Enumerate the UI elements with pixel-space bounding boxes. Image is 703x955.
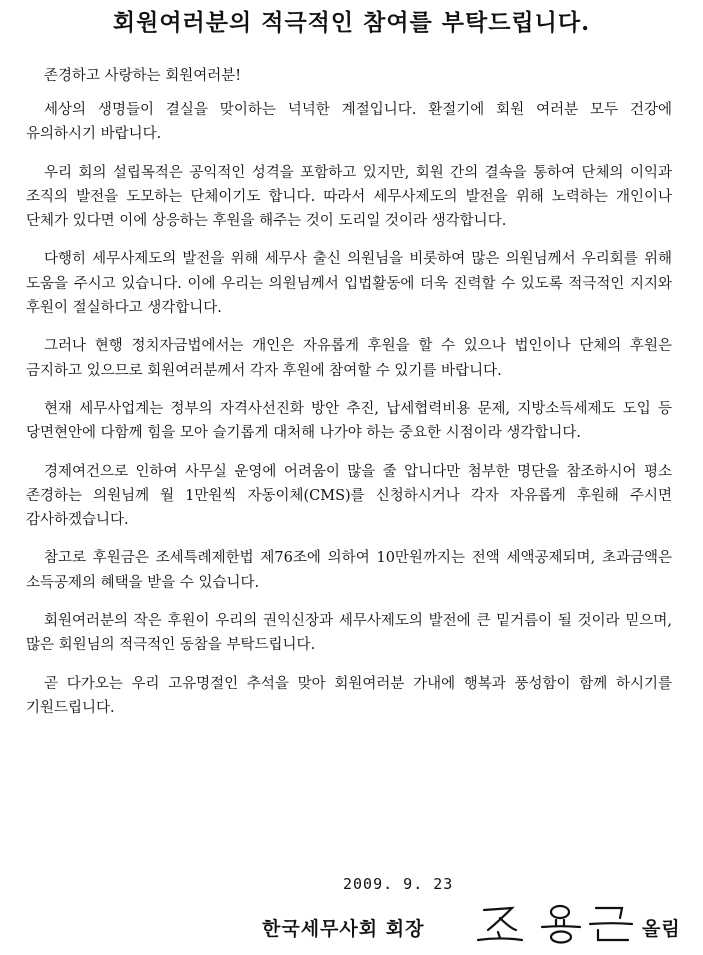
paragraph-5: 현재 세무사업계는 정부의 자격사선진화 방안 추진, 납세협력비용 문제, 지방소득세제도 도입 등 당면현안에 다함께 힘을 모아 슬기롭게 대처해 나가야 하는 중요한 시점이라 생각합니다. (26, 400, 672, 442)
paragraph-3: 다행히 세무사제도의 발전을 위해 세무사 출신 의원님을 비롯하여 많은 의원님께서 우리회를 위해 도움을 주시고 있습니다. 이에 우리는 의원님께서 입법활동에 더욱 진력할 수 있도록 적극적인 지지와 후원이 절실하다고 생각합니다. (26, 251, 672, 317)
letter-body (26, 98, 672, 734)
paragraph-7: 참고로 후원금은 조세특례제한법 제76조에 의하여 10만원까지는 전액 세액공제되며, 초과금액은 소득공제의 혜택을 받을 수 있습니다. (26, 550, 672, 591)
paragraph-2: 우리 회의 설립목적은 공익적인 성격을 포함하고 있지만, 회원 간의 결속을 통하여 단체의 이익과 조직의 발전을 도모하는 단체이기도 합니다. 따라서 세무사제도의 발전을 위해 노력하는 개인이나 단체가 있다면 이에 상응하는 후원을 해주는 것이 도리일 것이라 생각합니다. (26, 164, 672, 230)
paragraph-6: 경제여건으로 인하여 사무실 운영에 어려움이 많을 줄 압니다만 첨부한 명단을 참조하시어 평소 존경하는 의원님께 월 1만원씩 자동이체(CMS)를 신청하시거나 각자 자유롭게 후원해 주시면 감사하겠습니다. (26, 463, 672, 529)
closing-word: 올림 (642, 918, 681, 940)
paragraph-4: 그러나 현행 정치자금법에서는 개인은 자유롭게 후원을 할 수 있으나 법인이나 단체의 후원은 금지하고 있으므로 회원여러분께서 각자 후원에 참여할 수 있기를 바랍니다. (26, 338, 672, 379)
signature-block (262, 900, 682, 948)
paragraph-8: 회원여러분의 작은 후원이 우리의 권익신장과 세무사제도의 발전에 큰 밑거름이 될 것이라 믿으며, 많은 회원님의 적극적인 동참을 부탁드립니다. (26, 613, 672, 654)
paragraph-1: 세상의 생명들이 결실을 맞이하는 넉넉한 계절입니다. 환절기에 회원 여러분 모두 건강에 유의하시기 바랍니다. (26, 102, 672, 143)
letter-date: 2009. 9. 23 (343, 875, 454, 893)
paragraph-9: 곧 다가오는 우리 고유명절인 추석을 맞아 회원여러분 가내에 행복과 풍성함이 함께 하시기를 기원드립니다. (26, 675, 672, 716)
organization-name: 한국세무사회 회장 (262, 918, 425, 940)
handwritten-signature (472, 900, 637, 946)
greeting: 존경하고 사랑하는 회원여러분! (44, 68, 242, 84)
letter-title: 회원여러분의 적극적인 참여를 부탁드립니다. (112, 9, 591, 36)
